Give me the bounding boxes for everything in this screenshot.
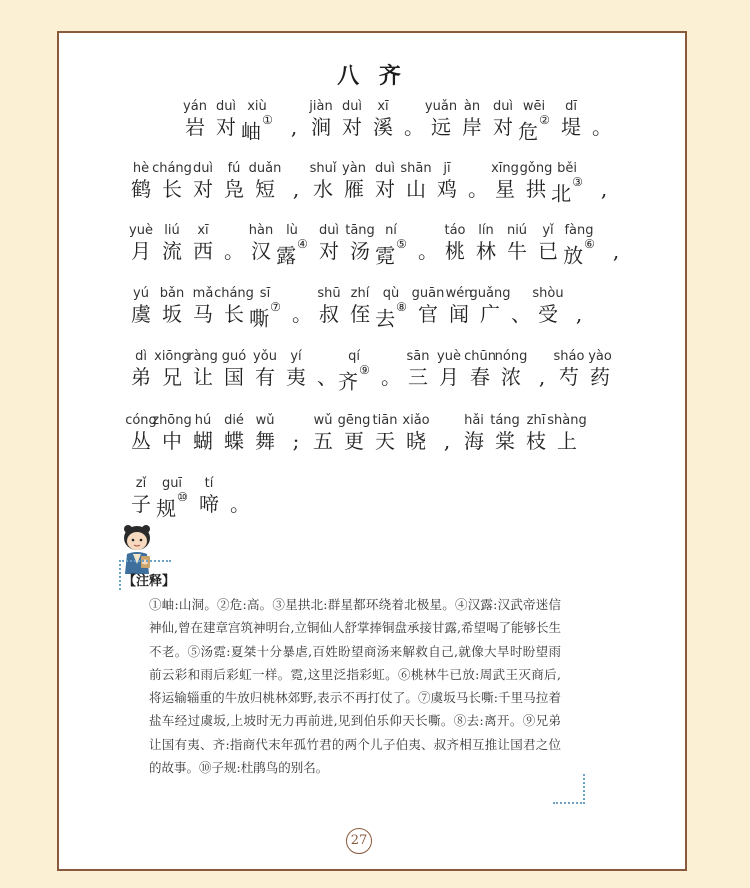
hanzi-label: 西: [193, 239, 213, 263]
pinyin-label: xī: [377, 99, 389, 114]
pinyin-label: guān: [411, 286, 445, 301]
hanzi-label: 。: [230, 492, 250, 516]
hanzi-label: ,: [443, 429, 451, 453]
hanzi-label: 星: [495, 177, 515, 201]
pinyin-label: sháo: [553, 349, 585, 364]
hanzi-label: 林: [476, 239, 496, 263]
pinyin-label: chūn: [464, 349, 496, 364]
pinyin-label: sī: [259, 286, 271, 301]
hanzi-label: 浓: [501, 365, 521, 389]
pinyin-label: yǐ: [542, 223, 554, 238]
hanzi-label: 棠: [495, 429, 515, 453]
pinyin-label: wǔ: [255, 413, 275, 428]
pinyin-label: zhōng: [152, 413, 192, 428]
hanzi-label: 。: [468, 177, 488, 201]
footnote-marker: ⑥: [584, 237, 595, 251]
hanzi-label: 。: [292, 302, 312, 326]
hanzi-label: ,: [612, 239, 620, 263]
footnote-marker: ①: [262, 113, 273, 127]
hanzi-label: 凫: [224, 177, 244, 201]
pinyin-label: dì: [135, 349, 147, 364]
hanzi-label: 子: [131, 492, 151, 516]
pinyin-label: táng: [490, 413, 520, 428]
pinyin-label: duì: [341, 99, 363, 114]
hanzi-label: ,: [538, 365, 546, 389]
hanzi-label: 规⑩: [156, 490, 188, 521]
footnote-marker: ⑩: [177, 490, 188, 504]
hanzi-label: 对: [319, 239, 339, 263]
hanzi-label: 。: [418, 239, 438, 263]
hanzi-label: 岫①: [241, 113, 273, 144]
pinyin-label: ní: [385, 223, 397, 238]
pinyin-label: yǒu: [253, 349, 277, 364]
hanzi-label: 对: [375, 177, 395, 201]
hanzi-label: 叔: [319, 302, 339, 326]
pinyin-label: guǎng: [469, 286, 511, 301]
footnote-marker: ⑦: [270, 300, 281, 314]
pinyin-label: zǐ: [135, 476, 147, 491]
hanzi-label: 月: [131, 239, 151, 263]
hanzi-label: 上: [557, 429, 577, 453]
pinyin-label: fú: [227, 161, 241, 176]
hanzi-label: 晓: [406, 429, 426, 453]
hanzi-label: 汤: [350, 239, 370, 263]
hanzi-label: 长: [162, 177, 182, 201]
pinyin-label: lín: [478, 223, 494, 238]
hanzi-label: 三: [408, 365, 428, 389]
hanzi-label: 受: [538, 302, 558, 326]
hanzi-label: 桃: [445, 239, 465, 263]
pinyin-label: zhī: [526, 413, 546, 428]
footnote-marker: ⑨: [359, 363, 370, 377]
pinyin-label: bǎn: [159, 286, 185, 301]
pinyin-label: cóng: [125, 413, 157, 428]
hanzi-label: 春: [470, 365, 490, 389]
pinyin-label: táo: [444, 223, 466, 238]
hanzi-label: 霓⑤: [375, 237, 407, 268]
pinyin-label: fàng: [564, 223, 594, 238]
footnote-marker: ⑤: [396, 237, 407, 251]
pinyin-label: gǒng: [519, 161, 553, 176]
pinyin-label: yú: [133, 286, 149, 301]
hanzi-label: 五: [313, 429, 333, 453]
hanzi-label: 、: [317, 365, 337, 389]
hanzi-label: 丛: [131, 429, 151, 453]
pinyin-label: duì: [492, 99, 514, 114]
footnote-marker: ②: [539, 113, 550, 127]
pinyin-label: zhí: [350, 286, 370, 301]
pinyin-label: guó: [221, 349, 247, 364]
pinyin-label: duì: [374, 161, 396, 176]
pinyin-label: yào: [588, 349, 612, 364]
pinyin-label: nóng: [494, 349, 528, 364]
pinyin-label: cháng: [152, 161, 192, 176]
hanzi-label: 芍: [559, 365, 579, 389]
page-number: 27: [346, 828, 372, 854]
pinyin-label: xiōng: [154, 349, 190, 364]
hanzi-label: 虞: [131, 302, 151, 326]
pinyin-label: qù: [382, 286, 400, 301]
verse-line: [59, 286, 685, 336]
hanzi-label: 溪: [373, 115, 393, 139]
book-page: [57, 31, 687, 871]
hanzi-label: ,: [575, 302, 583, 326]
pinyin-label: xī: [197, 223, 209, 238]
pinyin-label: shòu: [532, 286, 564, 301]
pinyin-label: yuè: [129, 223, 153, 238]
hanzi-label: 雁: [344, 177, 364, 201]
pinyin-label: jī: [443, 161, 451, 176]
footnote-marker: ④: [297, 237, 308, 251]
hanzi-label: 啼: [199, 492, 219, 516]
hanzi-label: 涧: [311, 115, 331, 139]
pinyin-label: tāng: [345, 223, 375, 238]
verse-line: [59, 99, 685, 149]
pinyin-label: liú: [164, 223, 180, 238]
hanzi-label: 对: [193, 177, 213, 201]
pinyin-label: yí: [290, 349, 302, 364]
hanzi-label: 鸡: [437, 177, 457, 201]
pinyin-label: yuè: [437, 349, 461, 364]
hanzi-label: 侄: [350, 302, 370, 326]
pinyin-label: gēng: [337, 413, 371, 428]
verse-line: [59, 413, 685, 463]
pinyin-label: dī: [565, 99, 577, 114]
hanzi-label: 官: [418, 302, 438, 326]
pinyin-label: dié: [224, 413, 244, 428]
hanzi-label: 拱: [526, 177, 546, 201]
hanzi-label: 海: [464, 429, 484, 453]
verse-line: [59, 223, 685, 273]
pinyin-label: tí: [204, 476, 214, 491]
hanzi-label: 对: [342, 115, 362, 139]
hanzi-label: 有: [255, 365, 275, 389]
pinyin-label: yuǎn: [424, 99, 458, 114]
pinyin-label: duǎn: [248, 161, 282, 176]
pinyin-label: duì: [192, 161, 214, 176]
pinyin-label: yàn: [342, 161, 366, 176]
hanzi-label: 让: [193, 365, 213, 389]
hanzi-label: 短: [255, 177, 275, 201]
hanzi-label: 对: [493, 115, 513, 139]
hanzi-label: 弟: [131, 365, 151, 389]
pinyin-label: shū: [317, 286, 341, 301]
hanzi-label: ;: [292, 429, 300, 453]
hanzi-label: 流: [162, 239, 182, 263]
hanzi-label: 更: [344, 429, 364, 453]
notes-text: ①岫:山洞。②危:高。③星拱北:群星都环绕着北极星。④汉露:汉武帝迷信神仙,曾在建章宫筑神明台,立铜仙人舒掌捧铜盘承接甘露,希望喝了能够长生不老。⑤汤霓:夏桀十分暴虐,百姓盼望商汤来解救自己,就像大旱时盼望雨前云彩和雨后彩虹一样。霓,这里泛指彩虹。⑥桃林牛已放:周武王灭商后,将运输辎重的牛放归桃林郊野,表示不再打仗了。⑦虞坂马长嘶:千里马拉着盐车经过虞坂,上坡时无力再前进,见到伯乐仰天长嘶。⑧去:离开。⑨兄弟让国有夷、齐:指商代末年孤竹君的两个儿子伯夷、叔齐相互推让国君之位的故事。⑩子规:杜鹃鸟的别名。: [149, 597, 561, 776]
pinyin-label: xīng: [491, 161, 519, 176]
pinyin-label: àn: [463, 99, 481, 114]
hanzi-label: 危②: [518, 113, 550, 144]
pinyin-label: jiàn: [309, 99, 333, 114]
hanzi-label: 闻: [449, 302, 469, 326]
hanzi-label: 露④: [276, 237, 308, 268]
hanzi-label: 水: [313, 177, 333, 201]
pinyin-label: shàng: [547, 413, 587, 428]
pinyin-label: sān: [406, 349, 430, 364]
hanzi-label: 药: [590, 365, 610, 389]
hanzi-label: 岩: [185, 115, 205, 139]
hanzi-label: 月: [439, 365, 459, 389]
pinyin-label: niú: [506, 223, 528, 238]
hanzi-label: 兄: [162, 365, 182, 389]
verse-line: [59, 476, 685, 526]
pinyin-label: guī: [161, 476, 183, 491]
pinyin-label: hú: [194, 413, 212, 428]
hanzi-label: 鹤: [131, 177, 151, 201]
hanzi-label: 蝴: [193, 429, 213, 453]
hanzi-label: 岸: [462, 115, 482, 139]
notes-heading: 【注释】: [123, 574, 176, 589]
footnote-marker: ⑧: [396, 300, 407, 314]
pinyin-label: xiù: [247, 99, 267, 114]
verse-line: [59, 349, 685, 399]
pinyin-label: wén: [445, 286, 473, 301]
hanzi-label: 国: [224, 365, 244, 389]
pinyin-label: yán: [183, 99, 207, 114]
poem-title: 八 齐: [337, 64, 407, 89]
pinyin-label: xiǎo: [402, 413, 430, 428]
pinyin-label: wǔ: [313, 413, 333, 428]
hanzi-label: 已: [538, 239, 558, 263]
hanzi-label: 广: [480, 302, 500, 326]
hanzi-label: 。: [381, 365, 401, 389]
hanzi-label: ,: [290, 115, 298, 139]
pinyin-label: hè: [132, 161, 150, 176]
hanzi-label: 长: [224, 302, 244, 326]
pinyin-label: shuǐ: [309, 161, 337, 176]
hanzi-label: 山: [406, 177, 426, 201]
pinyin-label: duì: [215, 99, 237, 114]
hanzi-label: 枝: [526, 429, 546, 453]
hanzi-label: ,: [600, 177, 608, 201]
hanzi-label: 夷: [286, 365, 306, 389]
hanzi-label: 。: [224, 239, 244, 263]
pinyin-label: shān: [400, 161, 432, 176]
pinyin-label: mǎ: [192, 286, 214, 301]
pinyin-label: wēi: [522, 99, 546, 114]
hanzi-label: 嘶⑦: [249, 300, 281, 331]
pinyin-label: hǎi: [464, 413, 484, 428]
hanzi-label: 去⑧: [375, 300, 407, 331]
pinyin-label: tiān: [372, 413, 398, 428]
hanzi-label: 天: [375, 429, 395, 453]
pinyin-label: ràng: [188, 349, 218, 364]
hanzi-label: 。: [404, 115, 424, 139]
pinyin-label: duì: [318, 223, 340, 238]
hanzi-label: 远: [431, 115, 451, 139]
footnote-marker: ③: [572, 175, 583, 189]
hanzi-label: 舞: [255, 429, 275, 453]
hanzi-label: 。: [592, 115, 612, 139]
pinyin-label: lù: [286, 223, 298, 238]
pinyin-label: hàn: [248, 223, 274, 238]
verse-line: [59, 161, 685, 211]
hanzi-label: 中: [162, 429, 182, 453]
hanzi-label: 汉: [251, 239, 271, 263]
hanzi-label: 马: [193, 302, 213, 326]
hanzi-label: 北③: [551, 175, 583, 206]
hanzi-label: ,: [292, 177, 300, 201]
hanzi-label: 蝶: [224, 429, 244, 453]
hanzi-label: 坂: [162, 302, 182, 326]
pinyin-label: cháng: [214, 286, 254, 301]
pinyin-label: qí: [348, 349, 360, 364]
hanzi-label: 对: [216, 115, 236, 139]
hanzi-label: 、: [511, 302, 531, 326]
hanzi-label: 牛: [507, 239, 527, 263]
hanzi-label: 堤: [561, 115, 581, 139]
pinyin-label: běi: [557, 161, 577, 176]
hanzi-label: 齐⑨: [338, 363, 370, 394]
hanzi-label: 放⑥: [563, 237, 595, 268]
